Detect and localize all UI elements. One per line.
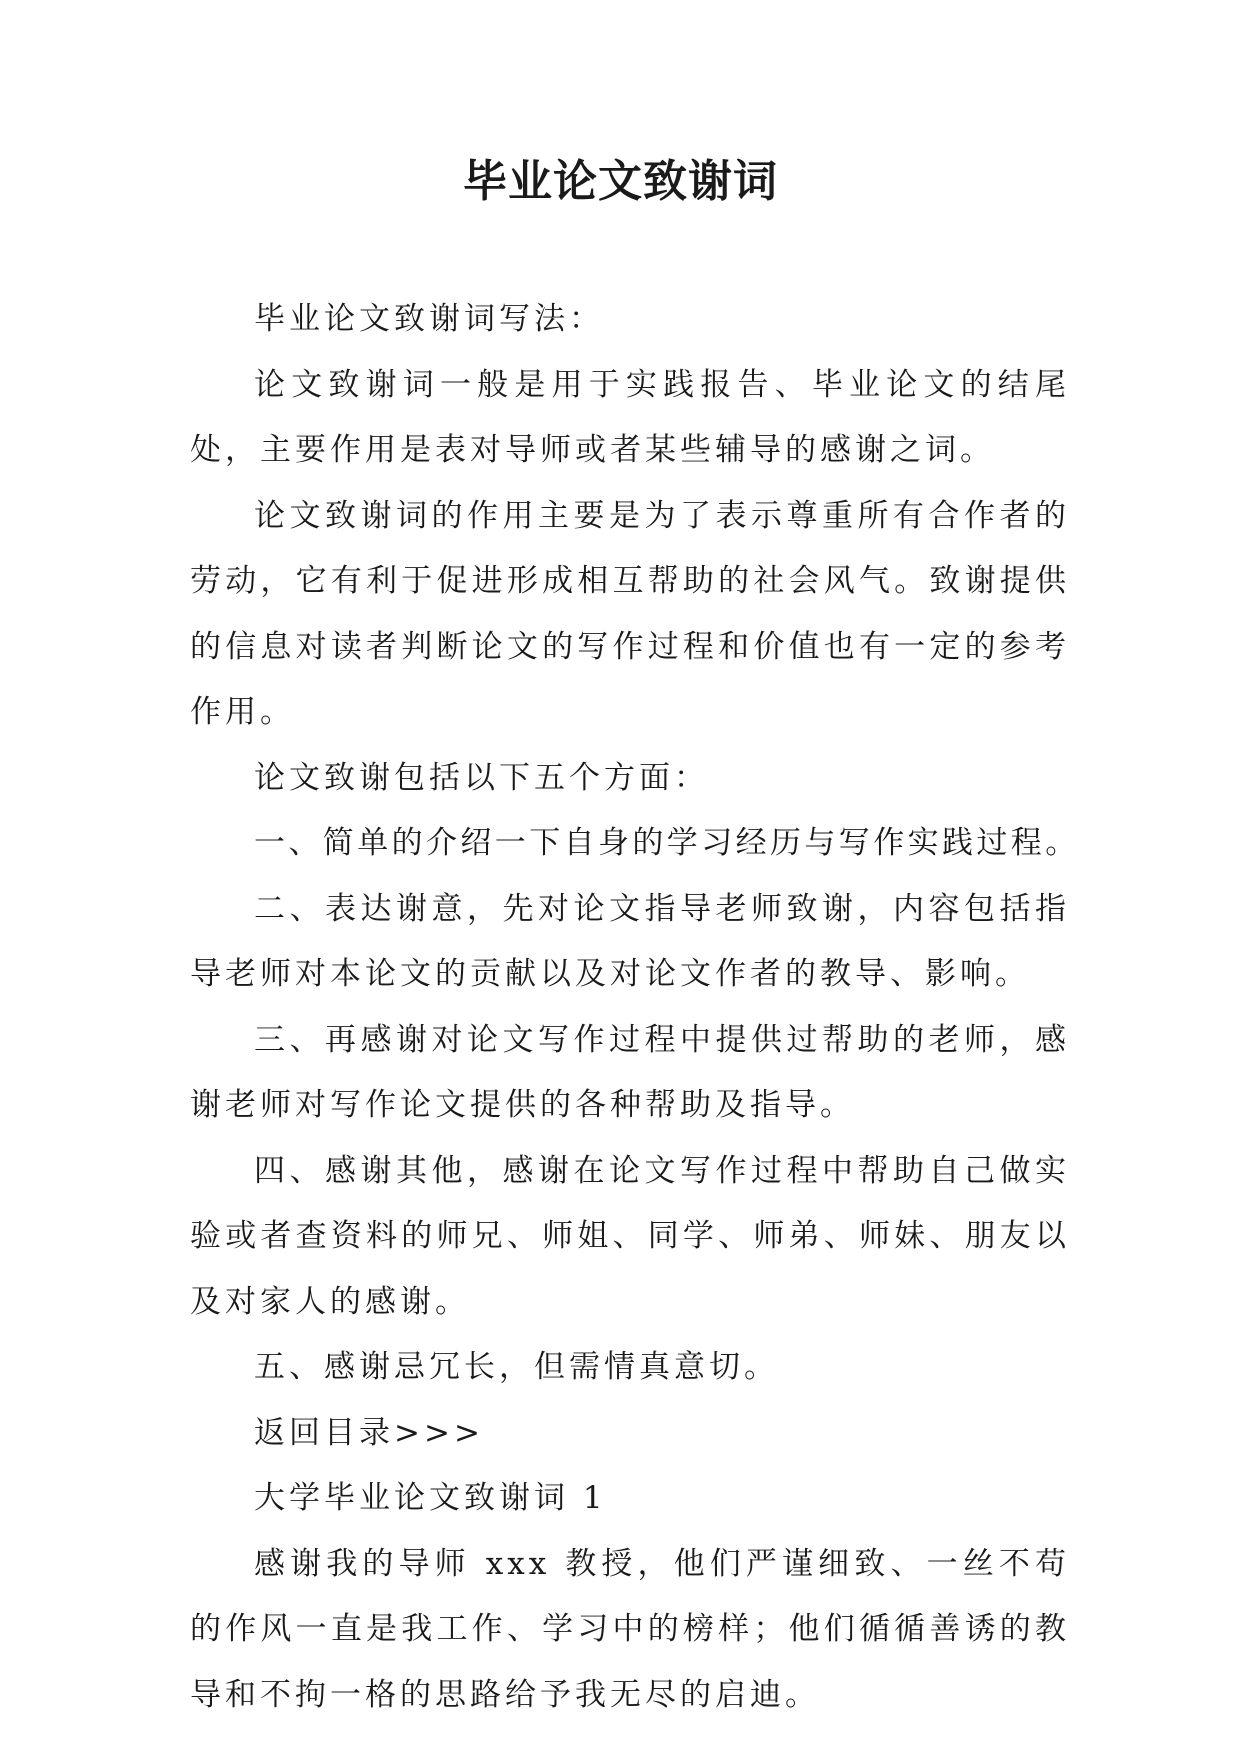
paragraph-aspect-3: 三、再感谢对论文写作过程中提供过帮助的老师，感谢老师对写作论文提供的各种帮助及指导。 [190,1021,1070,1123]
paragraph-purpose: 论文致谢词的作用主要是为了表示尊重所有合作者的劳动，它有利于促进形成相互帮助的社会风气。致谢提供的信息对读者判断论文的写作过程和价值也有一定的参考作用。 [190,497,1070,730]
paragraph-five-aspects-intro: 论文致谢包括以下五个方面： [254,759,709,796]
document-title: 毕业论文致谢词 [463,156,778,207]
section-heading: 大学毕业论文致谢词 1 [254,1480,607,1516]
section-paragraph: 感谢我的导师 xxx 教授，他们严谨细致、一丝不苟的作风一直是我工作、学习中的榜样；他们循循善诱的教导和不拘一格的思路给予我无尽的启迪。 [190,1545,1070,1713]
paragraph-aspect-1: 一、简单的介绍一下自身的学习经历与写作实践过程。 [254,825,1080,861]
paragraph-aspect-2: 二、表达谢意，先对论文指导老师致谢，内容包括指导老师对本论文的贡献以及对论文作者的教导、影响。 [190,890,1070,992]
paragraph-aspect-5: 五、感谢忌冗长，但需情真意切。 [254,1349,779,1385]
paragraph-definition: 论文致谢词一般是用于实践报告、毕业论文的结尾处，主要作用是表对导师或者某些辅导的感谢之词。 [190,366,1070,468]
back-to-contents-paragraph [190,1401,1070,1467]
paragraph-writing-method: 毕业论文致谢词写法： [254,301,604,337]
paragraph-aspect-4: 四、感谢其他，感谢在论文写作过程中帮助自己做实验或者查资料的师兄、师姐、同学、师弟、师妹、朋友以及对家人的感谢。 [190,1152,1070,1320]
back-to-contents-link[interactable]: 返回目录>>> [254,1414,484,1451]
document-body [190,287,1080,1728]
